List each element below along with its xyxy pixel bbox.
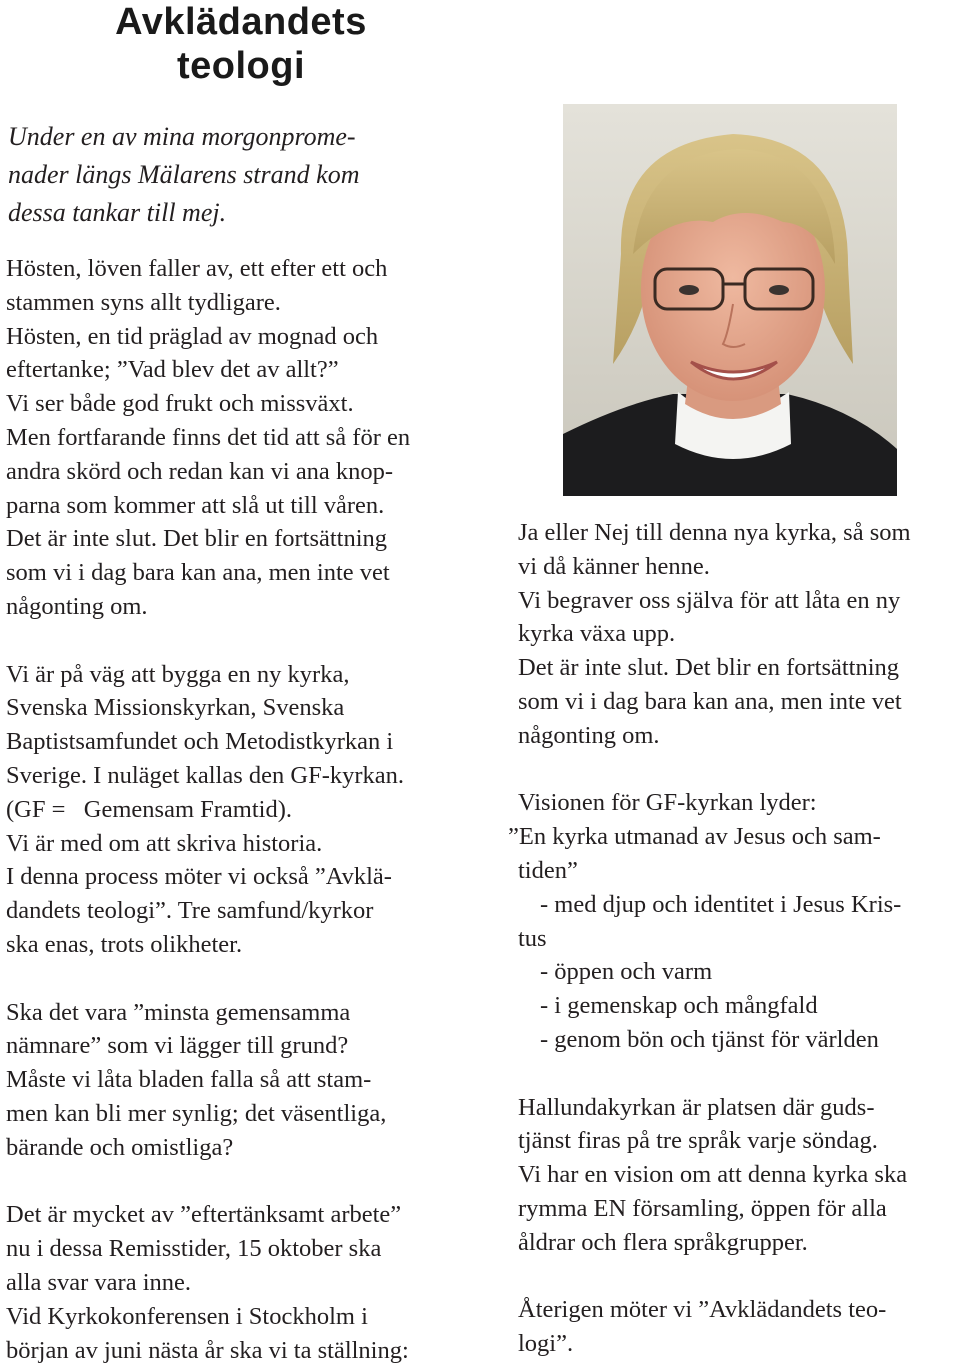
text-line: logi”. (518, 1330, 574, 1358)
text-line: Det är inte slut. Det blir en fortsättning (518, 654, 900, 682)
paragraph (518, 1091, 958, 1260)
text-line: som vi i dag bara kan ana, men inte vet (518, 687, 902, 715)
text-line: nu i dessa Remisstider, 15 oktober ska (6, 1235, 382, 1263)
text-line: Vid Kyrkokonferensen i Stockholm i (6, 1302, 368, 1330)
right-column (508, 516, 958, 1361)
paragraph (518, 516, 958, 753)
text-line: Vi är med om att skriva historia. (6, 829, 323, 857)
vision-block (508, 786, 958, 1056)
text-line: Återigen möter vi ”Avklädandets teo- (518, 1296, 887, 1324)
text-line: alla svar vara inne. (6, 1268, 192, 1296)
text-line: någonting om. (518, 721, 660, 749)
text-line: Baptistsamfundet och Metodistkyrkan i (6, 728, 394, 756)
text-line: Visionen för GF-kyrkan lyder: (518, 789, 817, 817)
text-line: Vi har en vision om att denna kyrka ska (518, 1161, 908, 1189)
text-line: Det är mycket av ”eftertänksamt arbete” (6, 1201, 402, 1229)
portrait-icon (563, 104, 897, 496)
lead-line: dessa tankar till mej. (8, 198, 227, 227)
text-line: vi då känner henne. (518, 552, 710, 580)
text-line: Måste vi låta bladen falla så att stam- (6, 1066, 372, 1094)
text-line: bärande och omistliga? (6, 1133, 234, 1161)
text-line: ”En kyrka utmanad av Jesus och sam- (508, 823, 881, 851)
text-line: Hösten, löven faller av, ett efter ett och (6, 255, 388, 282)
text-line: Vi ser både god frukt och missväxt. (6, 390, 354, 418)
vision-item: - genom bön och tjänst för världen (540, 1025, 879, 1053)
text-line: ska enas, trots olikheter. (6, 930, 243, 958)
vision-item: tus (518, 924, 547, 952)
text-line: åldrar och flera språkgrupper. (518, 1228, 808, 1256)
vision-item: - öppen och varm (540, 958, 713, 986)
text-line: Hallundakyrkan är platsen där guds- (518, 1093, 875, 1121)
text-line: I denna process möter vi också ”Avklä- (6, 863, 392, 891)
paragraph (518, 1293, 958, 1361)
lead-line: nader längs Mälarens strand kom (8, 160, 360, 189)
paragraph (6, 658, 456, 962)
text-line: rymma EN församling, öppen för alla (518, 1194, 887, 1222)
text-line: tiden” (518, 856, 578, 884)
text-line: Ja eller Nej till denna nya kyrka, så som (518, 519, 911, 546)
text-line: dandets teologi”. Tre samfund/kyrkor (6, 897, 374, 925)
text-line: andra skörd och redan kan vi ana knop- (6, 457, 394, 485)
vision-item: - med djup och identitet i Jesus Kris- (540, 890, 902, 918)
article-title: Avklädandets teologi (115, 1, 367, 87)
text-line: Svenska Missionskyrkan, Svenska (6, 694, 345, 722)
text-line: eftertanke; ”Vad blev det av allt?” (6, 356, 339, 384)
text-line: parna som kommer att slå ut till våren. (6, 491, 385, 519)
text-line: någonting om. (6, 592, 148, 620)
text-line: Men fortfarande finns det tid att så för en (6, 423, 411, 451)
text-line: (GF = Gemensam Framtid). (6, 795, 292, 823)
text-line: Ska det vara ”minsta gemensamma (6, 998, 351, 1026)
text-line: kyrka växa upp. (518, 620, 676, 648)
paragraph (6, 252, 456, 624)
text-line: Vi begraver oss själva för att låta en ny (518, 586, 901, 614)
text-line: som vi i dag bara kan ana, men inte vet (6, 559, 390, 587)
text-line: Hösten, en tid präglad av mognad och (6, 322, 379, 350)
text-line: men kan bli mer synlig; det väsentliga, (6, 1099, 387, 1127)
vision-item: - i gemenskap och mångfald (540, 992, 818, 1020)
lead-line: Under en av mina morgonprome- (8, 122, 356, 151)
paragraph (6, 996, 456, 1165)
text-line: Vi är på väg att bygga en ny kyrka, (6, 660, 350, 688)
text-line: Det är inte slut. Det blir en fortsättning (6, 525, 388, 553)
text-line: Sverige. I nuläget kallas den GF-kyrkan. (6, 761, 405, 789)
text-line: tjänst firas på tre språk varje söndag. (518, 1127, 878, 1155)
text-line: stammen syns allt tydligare. (6, 288, 281, 316)
text-line: början av juni nästa år ska vi ta ställning: (6, 1336, 409, 1364)
text-line: nämnare” som vi lägger till grund? (6, 1032, 349, 1060)
portrait-photo (563, 104, 897, 496)
paragraph (6, 1198, 456, 1367)
article-lead (8, 118, 448, 232)
left-column (6, 252, 456, 1367)
